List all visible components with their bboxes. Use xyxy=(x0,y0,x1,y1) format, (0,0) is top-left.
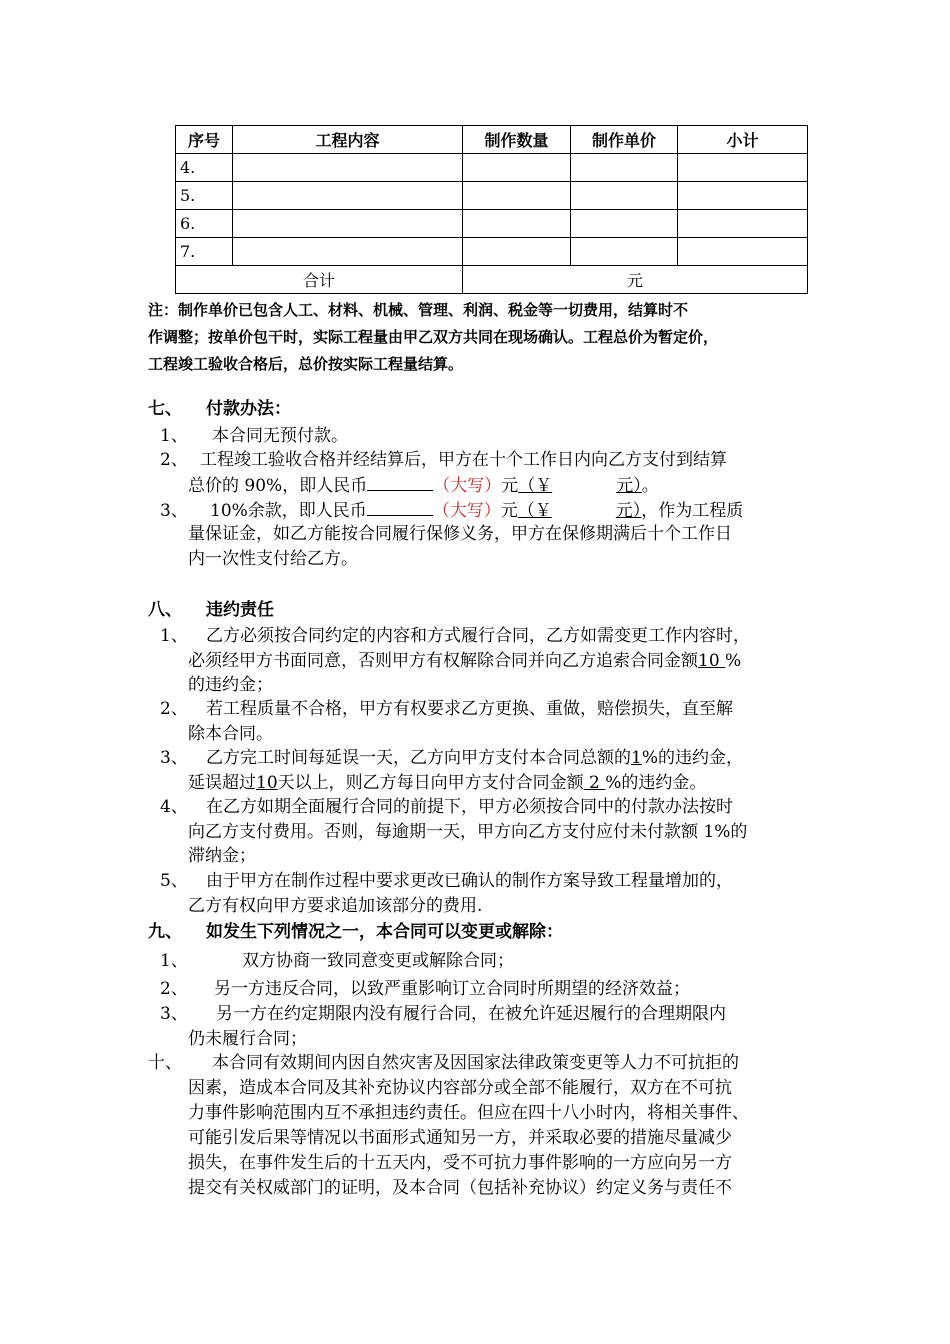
row-seq: 6. xyxy=(176,210,233,238)
total-unit: 元 xyxy=(463,266,808,294)
s9-item-1: 1、 双方协商一致同意变更或解除合同； xyxy=(160,951,514,971)
section-8-heading: 八、 违约责任 xyxy=(148,600,274,620)
s9-item-2: 2、 另一方违反合同，以致严重影响订立合同时所期望的经济效益； xyxy=(160,979,690,999)
s10-line4: 可能引发后果等情况以书面形式通知另一方，并采取必要的措施尽量减少 xyxy=(188,1128,732,1148)
s8-item-1-line3: 的违约金； xyxy=(188,675,273,695)
s7-item-3-line2: 量保证金，如乙方能按合同履行保修义务，甲方在保修期满后十个工作日 xyxy=(188,524,732,544)
row-seq: 4. xyxy=(176,154,233,182)
s9-item-3: 3、 另一方在约定期限内没有履行合同，在被允许延迟履行的合理期限内 xyxy=(160,1004,726,1024)
s7-item-3-line3: 内一次性支付给乙方。 xyxy=(188,549,358,569)
s10-line3: 力事件影响范围内互不承担违约责任。但应在四十八小时内，将相关事件、 xyxy=(188,1103,749,1123)
s8-item-4-line3: 滞纳金； xyxy=(188,846,256,866)
table-row xyxy=(176,182,808,210)
table-header-row xyxy=(176,126,808,154)
row-seq: 5. xyxy=(176,182,233,210)
s8-item-2-line2: 除本合同。 xyxy=(188,724,273,744)
s9-item-3-line2: 仍未履行合同； xyxy=(188,1029,307,1049)
s8-item-5-line2: 乙方有权向甲方要求追加该部分的费用. xyxy=(188,896,483,916)
s10-line5: 损失，在事件发生后的十五天内，受不可抗力事件影响的一方应向另一方 xyxy=(188,1153,732,1173)
s8-item-3: 3、 乙方完工时间每延误一天，乙方向甲方支付本合同总额的1%的违约金， xyxy=(160,748,743,768)
s7-item-3: 3、 10%余款，即人民币 （大写）元（￥ 元），作为工程质 xyxy=(160,497,743,523)
s10-line2: 因素，造成本合同及其补充协议内容部分或全部不能履行，双方在不可抗 xyxy=(188,1078,732,1098)
s8-item-4-line2: 向乙方支付费用。否则，每逾期一天，甲方向乙方支付应付未付款额 1%的 xyxy=(188,822,748,842)
work-items-table xyxy=(175,125,808,294)
s8-item-4: 4、 在乙方如期全面履行合同的前提下，甲方必须按合同中的付款办法按时 xyxy=(160,797,733,817)
s8-item-1-line2: 必须经甲方书面同意，否则甲方有权解除合同并向乙方追索合同金额10 % xyxy=(188,651,742,671)
s8-item-5: 5、 由于甲方在制作过程中要求更改已确认的制作方案导致工程量增加的， xyxy=(160,871,733,891)
col-header-subtotal: 小计 xyxy=(678,126,808,154)
col-header-quantity: 制作数量 xyxy=(463,126,571,154)
row-seq: 7. xyxy=(176,238,233,266)
s7-item-1: 1、 本合同无预付款。 xyxy=(160,426,348,446)
s8-item-1: 1、 乙方必须按合同约定的内容和方式履行合同，乙方如需变更工作内容时， xyxy=(160,626,750,646)
col-header-unit-price: 制作单价 xyxy=(571,126,678,154)
section-9-heading: 九、 如发生下列情况之一，本合同可以变更或解除： xyxy=(148,922,563,942)
table-row xyxy=(176,238,808,266)
section-7-heading: 七、 付款办法： xyxy=(148,399,291,419)
total-label: 合计 xyxy=(176,266,463,294)
table-row xyxy=(176,154,808,182)
s7-item-2-line2: 总价的 90%，即人民币 （大写）元（￥ 元）。 xyxy=(188,472,659,498)
table-row xyxy=(176,210,808,238)
s8-item-3-line2: 延误超过10天以上，则乙方每日向甲方支付合同金额 2 %的违约金。 xyxy=(188,773,707,793)
table-total-row xyxy=(176,266,808,294)
s7-item-2: 2、 工程竣工验收合格并经结算后，甲方在十个工作日内向乙方支付到结算 xyxy=(160,450,727,470)
s8-item-2: 2、 若工程质量不合格，甲方有权要求乙方更换、重做，赔偿损失，直至解 xyxy=(160,699,733,719)
s10-line6: 提交有关权威部门的证明，及本合同（包括补充协议）约定义务与责任不 xyxy=(188,1178,732,1198)
section-10: 十、 本合同有效期间内因自然灾害及因国家法律政策变更等人力不可抗拒的 xyxy=(148,1053,739,1073)
col-header-content: 工程内容 xyxy=(233,126,463,154)
table-note: 注：制作单价已包含人工、材料、机械、管理、利润、税金等一切费用，结算时不 作调整；按单价包干时，实际工程量由甲乙双方共同在现场确认。工程总价为暂定价， 工程竣工验收合格后，总价按实际工程量结算。 xyxy=(148,301,719,373)
col-header-seq: 序号 xyxy=(176,126,233,154)
